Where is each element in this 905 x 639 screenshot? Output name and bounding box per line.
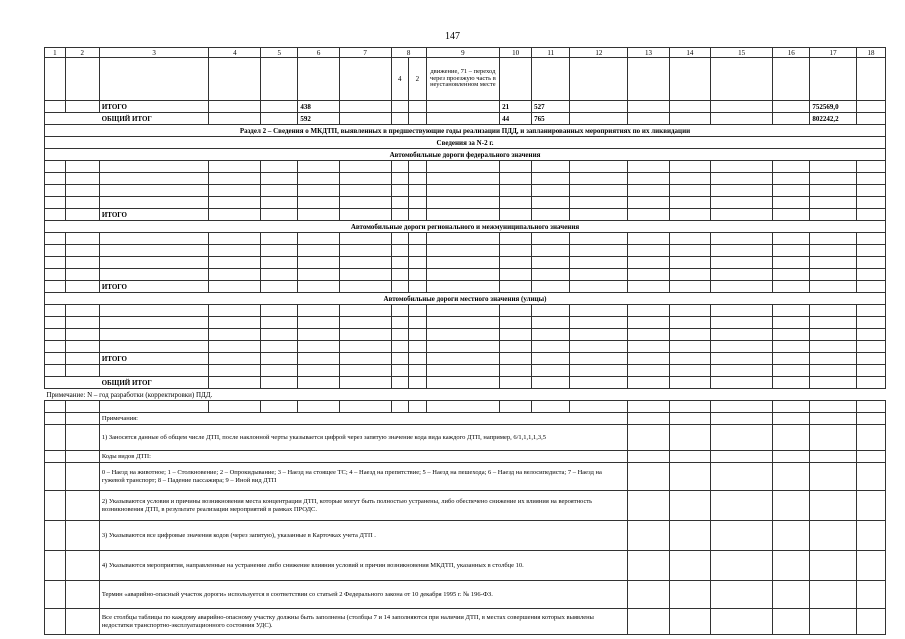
codes-title: Коды видов ДТП: [99, 451, 628, 463]
col-number: 6 [298, 48, 339, 58]
col-number: 4 [209, 48, 261, 58]
column-number-row [45, 48, 886, 58]
note-row [45, 551, 886, 581]
grand-total-c17: 802242,2 [810, 113, 857, 125]
col-number: 2 [65, 48, 99, 58]
note-term: Термин «аварийно-опасный участок дороги» используется в соответствии со статьей 2 Федерального закона от 10 декабря 1995 г. № 196-ФЗ. [99, 581, 628, 609]
cell-col8a: 4 [391, 58, 409, 101]
road-group-title: Автомобильные дороги регионального и межмуниципального значения [45, 221, 886, 233]
total-row [45, 101, 886, 113]
table-row [45, 317, 886, 329]
col-number: 8 [391, 48, 426, 58]
col-number: 7 [339, 48, 391, 58]
note-all-columns: Все столбцы таблицы по каждому аварийно-опасному участку должны быть заполнены (столбцы 7 и 14 заполняются при наличии ДТП, в местах совершения которых выявлены недостатки транспортно-эксплуатационного состояния УДС). [99, 609, 628, 635]
note-row [45, 463, 886, 491]
table-row [45, 329, 886, 341]
group-total-label: ИТОГО [99, 281, 209, 293]
road-group-title: Автомобильные дороги федерального значения [45, 149, 886, 161]
page-number: 147 [445, 31, 460, 42]
col-number: 15 [711, 48, 773, 58]
col-number: 16 [773, 48, 810, 58]
note-line: Примечание: N – год разработки (корректировки) ПДД. [45, 389, 886, 401]
note-line-row [45, 389, 886, 401]
total-label: ИТОГО [99, 101, 209, 113]
table-row [45, 58, 886, 101]
group-total-row [45, 353, 886, 365]
road-group-title-row [45, 221, 886, 233]
total-c11: 527 [532, 101, 570, 113]
group-total-row [45, 209, 886, 221]
col-number: 14 [669, 48, 710, 58]
col-number: 13 [628, 48, 669, 58]
note-row [45, 491, 886, 521]
codes-text: 0 – Наезд на животное; 1 – Столкновение; 2 – Опрокидывание; 3 – Наезд на стоящее ТС; 4 – Наезд на препятствие; 5 – Наезд на пешехода; 6 – Наезд на велосипедиста; 7 – Наезд на гужевой транспорт; 8 – Падение пассажира; 9 – Иной вид ДТП [99, 463, 628, 491]
group-total-row [45, 281, 886, 293]
col-number: 9 [426, 48, 499, 58]
col-number: 17 [810, 48, 857, 58]
note-row [45, 451, 886, 463]
note-row [45, 521, 886, 551]
col-number: 11 [532, 48, 570, 58]
mkdtp-table [44, 47, 886, 635]
col-number: 1 [45, 48, 66, 58]
road-group-title-row [45, 149, 886, 161]
table-row [45, 257, 886, 269]
note-row [45, 425, 886, 451]
table-row [45, 365, 886, 377]
grand-total-c10: 44 [500, 113, 532, 125]
grand-total-row [45, 113, 886, 125]
note-3: 3) Указываются все цифровые значения кодов (через запятую), указанные в Карточках учета ДТП . [99, 521, 628, 551]
period-title: Сведения за N-2 г. [45, 137, 886, 149]
notes-title: Примечания: [99, 413, 628, 425]
section2-title: Раздел 2 – Сведения о МКДТП, выявленных в предшествующие годы реализации ПДД, и запланированных мероприятиях по их ликвидации [45, 125, 886, 137]
cell-col8b: 2 [409, 58, 427, 101]
total-c6: 438 [298, 101, 339, 113]
col-number: 5 [261, 48, 298, 58]
col-number: 12 [570, 48, 628, 58]
table-row [45, 173, 886, 185]
table-row [45, 401, 886, 413]
cell-col9: движение, 71 – переход через проезжую часть в неустановленном месте [426, 58, 499, 101]
note-1: 1) Заносятся данные об общем числе ДТП, после наклонной черты указывается цифрой через запятую значение кода вида каждого ДТП, например, 6/1,1,1,1,3,5 [99, 425, 628, 451]
total-c17: 752569,0 [810, 101, 857, 113]
notes-title-row [45, 413, 886, 425]
total-c10: 21 [500, 101, 532, 113]
final-grand-total-row [45, 377, 886, 389]
grand-total-c11: 765 [532, 113, 570, 125]
note-row [45, 609, 886, 635]
table-row [45, 269, 886, 281]
note-row [45, 581, 886, 609]
group-total-label: ИТОГО [99, 353, 209, 365]
note-2: 2) Указываются условия и причины возникновения места концентрации ДТП, которые могут быть полностью устранены, либо обеспечено снижение их влияния на вероятность возникновения ДТП, в результате реализации мероприятий в рамках ПРОДС. [99, 491, 628, 521]
road-group-title: Автомобильные дороги местного значения (улицы) [45, 293, 886, 305]
final-grand-total-label: ОБЩИЙ ИТОГ [45, 377, 209, 389]
grand-total-label: ОБЩИЙ ИТОГ [45, 113, 209, 125]
table-row [45, 233, 886, 245]
table-row [45, 245, 886, 257]
group-total-label: ИТОГО [99, 209, 209, 221]
table-row [45, 161, 886, 173]
road-group-title-row [45, 293, 886, 305]
col-number: 10 [500, 48, 532, 58]
table-row [45, 197, 886, 209]
period-title-row [45, 137, 886, 149]
table-row [45, 185, 886, 197]
col-number: 18 [856, 48, 885, 58]
section-title-row [45, 125, 886, 137]
grand-total-c6: 592 [298, 113, 339, 125]
note-4: 4) Указываются мероприятия, направленные на устранение либо снижение влияния условий и причин возникновения МКДТП, указанных в столбце 10. [99, 551, 628, 581]
col-number: 3 [99, 48, 209, 58]
table-row [45, 341, 886, 353]
table-row [45, 305, 886, 317]
